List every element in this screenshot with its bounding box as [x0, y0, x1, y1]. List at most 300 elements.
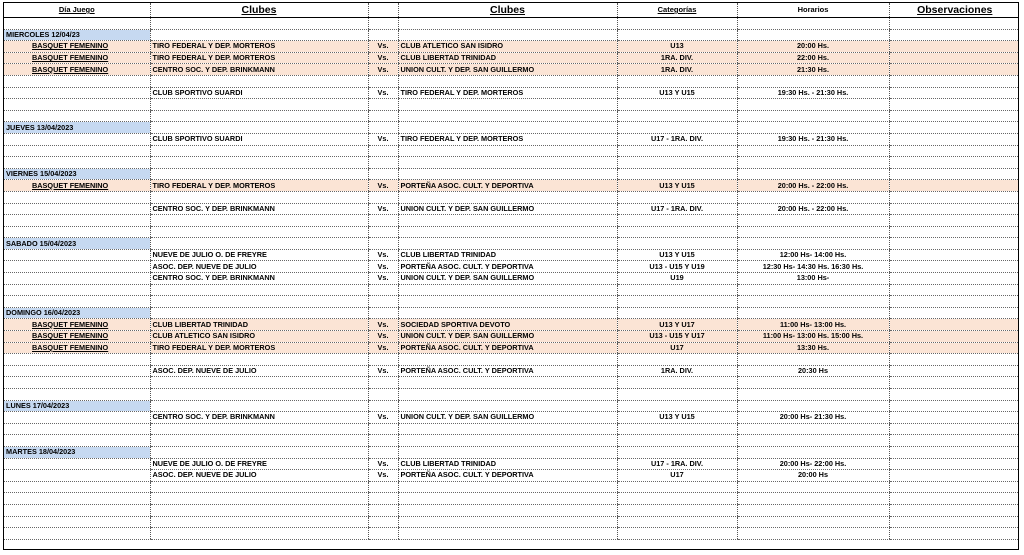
- empty-cell: [150, 145, 368, 157]
- empty-cell: [889, 528, 1019, 540]
- observaciones-cell: [889, 180, 1019, 192]
- horario: 11:00 Hs- 13:00 Hs. 15:00 Hs.: [737, 331, 889, 343]
- category-label: BASQUET FEMENINO: [4, 319, 150, 331]
- empty-cell: [4, 516, 150, 528]
- empty-cell: [368, 528, 398, 540]
- empty-cell: [368, 481, 398, 493]
- match-row: [4, 249, 1019, 261]
- empty-cell: [889, 215, 1019, 227]
- match-row: [4, 87, 1019, 99]
- empty-cell: [4, 145, 150, 157]
- empty-cell: [617, 516, 737, 528]
- empty-row: [4, 354, 1019, 366]
- home-club: TIRO FEDERAL Y DEP. MORTEROS: [150, 52, 368, 64]
- vs-label: Vs.: [368, 249, 398, 261]
- empty-cell: [889, 110, 1019, 122]
- empty-cell: [737, 18, 889, 30]
- observaciones-cell: [889, 261, 1019, 273]
- empty-cell: [398, 168, 617, 180]
- empty-cell: [398, 226, 617, 238]
- match-row: [4, 180, 1019, 192]
- away-club: CLUB LIBERTAD TRINIDAD: [398, 458, 617, 470]
- empty-cell: [889, 423, 1019, 435]
- match-row: [4, 458, 1019, 470]
- empty-row: [4, 191, 1019, 203]
- empty-cell: [150, 18, 368, 30]
- home-club: CLUB ATLETICO SAN ISIDRO: [150, 331, 368, 343]
- horario: 22:00 Hs.: [737, 52, 889, 64]
- empty-cell: [398, 145, 617, 157]
- category-label: [4, 249, 150, 261]
- categoria: U17 - 1RA. DIV.: [617, 133, 737, 145]
- observaciones-cell: [889, 458, 1019, 470]
- vs-label: Vs.: [368, 458, 398, 470]
- home-club: NUEVE DE JULIO O. DE FREYRE: [150, 458, 368, 470]
- home-club: TIRO FEDERAL Y DEP. MORTEROS: [150, 41, 368, 53]
- home-club: ASOC. DEP. NUEVE DE JULIO: [150, 261, 368, 273]
- header-dia-juego: Día Juego: [4, 3, 150, 18]
- away-club: PORTEÑA ASOC. CULT. Y DEPORTIVA: [398, 261, 617, 273]
- observaciones-cell: [889, 87, 1019, 99]
- horario: 20:00 Hs: [737, 470, 889, 482]
- empty-cell: [737, 226, 889, 238]
- empty-cell: [889, 238, 1019, 250]
- empty-cell: [617, 446, 737, 458]
- empty-row: [4, 528, 1019, 540]
- categoria: U13 Y U15: [617, 180, 737, 192]
- header-vs: [368, 3, 398, 18]
- category-label: [4, 133, 150, 145]
- empty-cell: [398, 29, 617, 41]
- empty-cell: [737, 191, 889, 203]
- home-club: CLUB LIBERTAD TRINIDAD: [150, 319, 368, 331]
- away-club: PORTEÑA ASOC. CULT. Y DEPORTIVA: [398, 180, 617, 192]
- vs-label: Vs.: [368, 203, 398, 215]
- empty-cell: [368, 435, 398, 447]
- empty-cell: [398, 99, 617, 111]
- empty-row: [4, 377, 1019, 389]
- away-club: UNION CULT. Y DEP. SAN GUILLERMO: [398, 203, 617, 215]
- empty-row: [4, 481, 1019, 493]
- empty-cell: [737, 423, 889, 435]
- empty-cell: [737, 493, 889, 505]
- day-label: DOMINGO 16/04/2023: [4, 307, 150, 319]
- home-club: TIRO FEDERAL Y DEP. MORTEROS: [150, 342, 368, 354]
- empty-cell: [150, 354, 368, 366]
- match-row: [4, 273, 1019, 285]
- vs-label: Vs.: [368, 319, 398, 331]
- schedule-table: [4, 3, 1019, 540]
- empty-cell: [737, 238, 889, 250]
- empty-cell: [889, 75, 1019, 87]
- empty-cell: [617, 168, 737, 180]
- empty-row: [4, 423, 1019, 435]
- empty-cell: [617, 238, 737, 250]
- empty-cell: [4, 493, 150, 505]
- vs-label: Vs.: [368, 273, 398, 285]
- observaciones-cell: [889, 342, 1019, 354]
- empty-cell: [150, 446, 368, 458]
- day-header-row: [4, 29, 1019, 41]
- categoria: U13 - U15 Y U19: [617, 261, 737, 273]
- empty-cell: [398, 446, 617, 458]
- empty-row: [4, 226, 1019, 238]
- empty-cell: [617, 157, 737, 169]
- away-club: PORTEÑA ASOC. CULT. Y DEPORTIVA: [398, 365, 617, 377]
- empty-cell: [617, 435, 737, 447]
- empty-cell: [368, 504, 398, 516]
- empty-cell: [889, 18, 1019, 30]
- home-club: CENTRO SOC. Y DEP. BRINKMANN: [150, 412, 368, 424]
- vs-label: Vs.: [368, 342, 398, 354]
- empty-cell: [368, 29, 398, 41]
- empty-row: [4, 493, 1019, 505]
- empty-cell: [617, 145, 737, 157]
- away-club: PORTEÑA ASOC. CULT. Y DEPORTIVA: [398, 342, 617, 354]
- empty-cell: [150, 191, 368, 203]
- empty-cell: [737, 446, 889, 458]
- empty-cell: [617, 423, 737, 435]
- empty-cell: [398, 110, 617, 122]
- empty-cell: [368, 296, 398, 308]
- empty-cell: [150, 99, 368, 111]
- empty-row: [4, 110, 1019, 122]
- empty-cell: [398, 18, 617, 30]
- empty-cell: [4, 191, 150, 203]
- observaciones-cell: [889, 331, 1019, 343]
- empty-cell: [398, 238, 617, 250]
- horario: 13:00 Hs-: [737, 273, 889, 285]
- category-label: [4, 273, 150, 285]
- horario: 11:00 Hs- 13:00 Hs.: [737, 319, 889, 331]
- match-row: [4, 261, 1019, 273]
- empty-cell: [368, 516, 398, 528]
- away-club: TIRO FEDERAL Y DEP. MORTEROS: [398, 133, 617, 145]
- empty-cell: [4, 504, 150, 516]
- empty-cell: [4, 226, 150, 238]
- horario: 20:00 Hs- 22:00 Hs.: [737, 458, 889, 470]
- empty-cell: [617, 354, 737, 366]
- empty-cell: [150, 307, 368, 319]
- empty-cell: [737, 157, 889, 169]
- empty-cell: [398, 516, 617, 528]
- empty-cell: [617, 75, 737, 87]
- empty-cell: [737, 284, 889, 296]
- home-club: TIRO FEDERAL Y DEP. MORTEROS: [150, 180, 368, 192]
- observaciones-cell: [889, 412, 1019, 424]
- empty-cell: [737, 528, 889, 540]
- horario: 20:30 Hs: [737, 365, 889, 377]
- vs-label: Vs.: [368, 261, 398, 273]
- vs-label: Vs.: [368, 41, 398, 53]
- day-header-row: [4, 168, 1019, 180]
- match-row: [4, 470, 1019, 482]
- empty-cell: [889, 377, 1019, 389]
- vs-label: Vs.: [368, 365, 398, 377]
- empty-cell: [150, 296, 368, 308]
- empty-cell: [398, 284, 617, 296]
- empty-row: [4, 215, 1019, 227]
- empty-cell: [737, 168, 889, 180]
- empty-row: [4, 157, 1019, 169]
- empty-cell: [617, 389, 737, 401]
- empty-cell: [617, 296, 737, 308]
- category-label: BASQUET FEMENINO: [4, 342, 150, 354]
- empty-cell: [150, 122, 368, 134]
- categoria: U17 - 1RA. DIV.: [617, 458, 737, 470]
- empty-cell: [150, 110, 368, 122]
- empty-cell: [368, 423, 398, 435]
- categoria: U13: [617, 41, 737, 53]
- header-categorias: Categorías: [617, 3, 737, 18]
- empty-row: [4, 145, 1019, 157]
- empty-cell: [398, 191, 617, 203]
- empty-row: [4, 389, 1019, 401]
- empty-cell: [737, 504, 889, 516]
- empty-cell: [150, 528, 368, 540]
- day-header-row: [4, 400, 1019, 412]
- home-club: ASOC. DEP. NUEVE DE JULIO: [150, 365, 368, 377]
- empty-cell: [4, 296, 150, 308]
- horario: 20:00 Hs.: [737, 41, 889, 53]
- empty-cell: [737, 75, 889, 87]
- day-label: SABADO 15/04/2023: [4, 238, 150, 250]
- category-label: [4, 87, 150, 99]
- empty-cell: [617, 504, 737, 516]
- empty-cell: [368, 354, 398, 366]
- empty-cell: [737, 145, 889, 157]
- empty-cell: [889, 400, 1019, 412]
- categoria: U13 Y U15: [617, 87, 737, 99]
- empty-row: [4, 99, 1019, 111]
- empty-cell: [368, 110, 398, 122]
- empty-cell: [617, 110, 737, 122]
- empty-cell: [889, 446, 1019, 458]
- categoria: U13 Y U17: [617, 319, 737, 331]
- empty-cell: [368, 389, 398, 401]
- empty-row: [4, 435, 1019, 447]
- empty-cell: [617, 377, 737, 389]
- day-label: LUNES 17/04/2023: [4, 400, 150, 412]
- empty-cell: [737, 389, 889, 401]
- categoria: U13 - U15 Y U17: [617, 331, 737, 343]
- horario: 21:30 Hs.: [737, 64, 889, 76]
- empty-cell: [4, 99, 150, 111]
- schedule-sheet: [3, 2, 1019, 550]
- empty-cell: [150, 377, 368, 389]
- day-header-row: [4, 307, 1019, 319]
- empty-cell: [889, 168, 1019, 180]
- category-label: [4, 458, 150, 470]
- empty-cell: [4, 284, 150, 296]
- empty-cell: [889, 481, 1019, 493]
- empty-cell: [617, 191, 737, 203]
- empty-cell: [368, 145, 398, 157]
- match-row: [4, 365, 1019, 377]
- empty-cell: [368, 168, 398, 180]
- empty-cell: [150, 157, 368, 169]
- empty-cell: [889, 226, 1019, 238]
- empty-cell: [368, 284, 398, 296]
- categoria: 1RA. DIV.: [617, 64, 737, 76]
- empty-cell: [737, 481, 889, 493]
- empty-cell: [150, 215, 368, 227]
- empty-cell: [737, 435, 889, 447]
- category-label: BASQUET FEMENINO: [4, 52, 150, 64]
- empty-cell: [4, 377, 150, 389]
- empty-cell: [150, 400, 368, 412]
- empty-cell: [398, 435, 617, 447]
- empty-cell: [4, 435, 150, 447]
- horario: 19:30 Hs. - 21:30 Hs.: [737, 133, 889, 145]
- empty-cell: [4, 157, 150, 169]
- empty-cell: [150, 423, 368, 435]
- categoria: 1RA. DIV.: [617, 365, 737, 377]
- empty-cell: [398, 354, 617, 366]
- empty-cell: [889, 191, 1019, 203]
- empty-cell: [398, 215, 617, 227]
- empty-cell: [398, 400, 617, 412]
- home-club: ASOC. DEP. NUEVE DE JULIO: [150, 470, 368, 482]
- away-club: TIRO FEDERAL Y DEP. MORTEROS: [398, 87, 617, 99]
- observaciones-cell: [889, 273, 1019, 285]
- empty-cell: [617, 29, 737, 41]
- observaciones-cell: [889, 133, 1019, 145]
- category-label: [4, 203, 150, 215]
- observaciones-cell: [889, 52, 1019, 64]
- header-horarios: Horarios: [737, 3, 889, 18]
- categoria: U13 Y U15: [617, 249, 737, 261]
- away-club: UNION CULT. Y DEP. SAN GUILLERMO: [398, 273, 617, 285]
- empty-cell: [368, 446, 398, 458]
- empty-cell: [150, 493, 368, 505]
- day-header-row: [4, 446, 1019, 458]
- empty-cell: [737, 400, 889, 412]
- empty-cell: [398, 307, 617, 319]
- vs-label: Vs.: [368, 52, 398, 64]
- empty-cell: [368, 99, 398, 111]
- observaciones-cell: [889, 64, 1019, 76]
- empty-cell: [368, 157, 398, 169]
- horario: 12:00 Hs- 14:00 Hs.: [737, 249, 889, 261]
- category-label: BASQUET FEMENINO: [4, 180, 150, 192]
- empty-cell: [150, 238, 368, 250]
- horario: 20:00 Hs. - 22:00 Hs.: [737, 203, 889, 215]
- empty-cell: [150, 29, 368, 41]
- empty-cell: [617, 307, 737, 319]
- empty-cell: [368, 122, 398, 134]
- day-label: MARTES 18/04/2023: [4, 446, 150, 458]
- empty-cell: [889, 504, 1019, 516]
- empty-row: [4, 516, 1019, 528]
- empty-cell: [368, 493, 398, 505]
- empty-cell: [150, 389, 368, 401]
- observaciones-cell: [889, 365, 1019, 377]
- empty-cell: [150, 284, 368, 296]
- empty-cell: [617, 493, 737, 505]
- empty-cell: [737, 99, 889, 111]
- day-label: JUEVES 13/04/2023: [4, 122, 150, 134]
- day-header-row: [4, 122, 1019, 134]
- vs-label: Vs.: [368, 180, 398, 192]
- away-club: PORTEÑA ASOC. CULT. Y DEPORTIVA: [398, 470, 617, 482]
- header-clubes-local: Clubes: [150, 3, 368, 18]
- empty-cell: [617, 528, 737, 540]
- empty-cell: [889, 122, 1019, 134]
- categoria: U17: [617, 470, 737, 482]
- empty-cell: [737, 110, 889, 122]
- vs-label: Vs.: [368, 412, 398, 424]
- empty-cell: [737, 215, 889, 227]
- away-club: CLUB ATLETICO SAN ISIDRO: [398, 41, 617, 53]
- horario: 12:30 Hs- 14:30 Hs. 16:30 Hs.: [737, 261, 889, 273]
- observaciones-cell: [889, 41, 1019, 53]
- empty-cell: [398, 504, 617, 516]
- header-row: [4, 3, 1019, 18]
- category-label: BASQUET FEMENINO: [4, 64, 150, 76]
- empty-cell: [398, 377, 617, 389]
- observaciones-cell: [889, 470, 1019, 482]
- vs-label: Vs.: [368, 87, 398, 99]
- empty-cell: [4, 18, 150, 30]
- empty-row: [4, 75, 1019, 87]
- away-club: CLUB LIBERTAD TRINIDAD: [398, 52, 617, 64]
- empty-cell: [4, 110, 150, 122]
- empty-cell: [617, 215, 737, 227]
- empty-cell: [398, 296, 617, 308]
- empty-cell: [4, 354, 150, 366]
- categoria: U17 - 1RA. DIV.: [617, 203, 737, 215]
- empty-cell: [617, 284, 737, 296]
- empty-cell: [398, 423, 617, 435]
- empty-cell: [368, 18, 398, 30]
- empty-row: [4, 296, 1019, 308]
- empty-cell: [617, 226, 737, 238]
- empty-cell: [889, 284, 1019, 296]
- day-label: VIERNES 15/04/2023: [4, 168, 150, 180]
- away-club: SOCIEDAD SPORTIVA DEVOTO: [398, 319, 617, 331]
- empty-cell: [4, 528, 150, 540]
- empty-cell: [368, 377, 398, 389]
- empty-cell: [150, 75, 368, 87]
- match-row: [4, 412, 1019, 424]
- empty-row: [4, 18, 1019, 30]
- empty-cell: [398, 493, 617, 505]
- horario: 20:00 Hs. - 22:00 Hs.: [737, 180, 889, 192]
- match-row: [4, 52, 1019, 64]
- header-clubes-visita: Clubes: [398, 3, 617, 18]
- empty-cell: [617, 99, 737, 111]
- category-label: BASQUET FEMENINO: [4, 41, 150, 53]
- home-club: CENTRO SOC. Y DEP. BRINKMANN: [150, 64, 368, 76]
- empty-cell: [368, 191, 398, 203]
- empty-cell: [368, 400, 398, 412]
- vs-label: Vs.: [368, 133, 398, 145]
- home-club: CLUB SPORTIVO SUARDI: [150, 87, 368, 99]
- empty-cell: [4, 423, 150, 435]
- empty-cell: [617, 18, 737, 30]
- empty-cell: [737, 377, 889, 389]
- empty-cell: [4, 215, 150, 227]
- match-row: [4, 41, 1019, 53]
- empty-cell: [150, 504, 368, 516]
- empty-cell: [889, 29, 1019, 41]
- empty-cell: [737, 122, 889, 134]
- category-label: [4, 365, 150, 377]
- empty-row: [4, 284, 1019, 296]
- match-row: [4, 342, 1019, 354]
- day-header-row: [4, 238, 1019, 250]
